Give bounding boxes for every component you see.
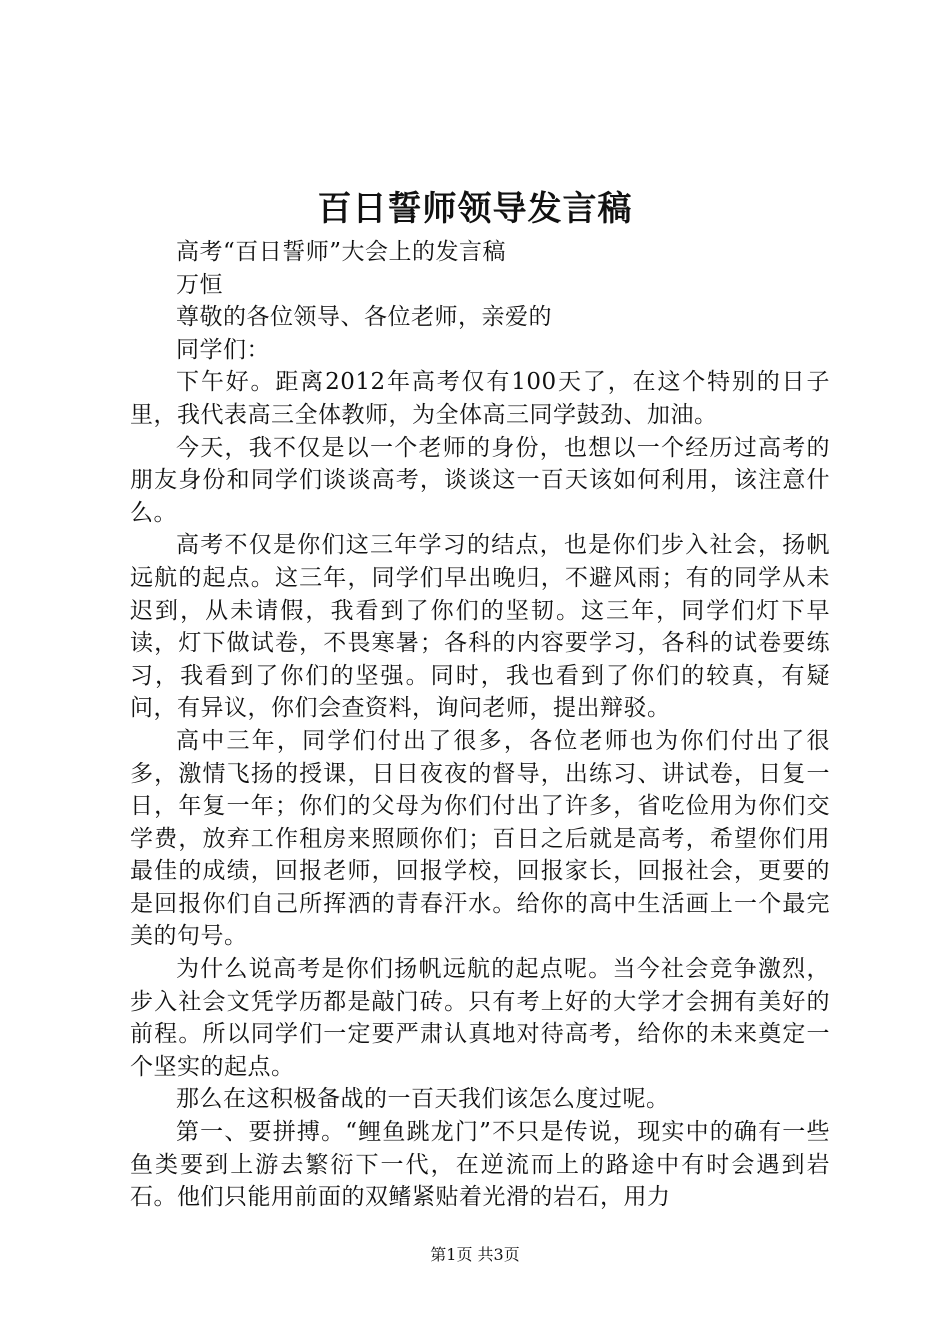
paragraph: 那么在这积极备战的一百天我们该怎么度过呢。 (176, 1086, 670, 1113)
paragraph: 尊敬的各位领导、各位老师，亲爱的 (176, 304, 552, 331)
paragraph: 高考“百日誓师”大会上的发言稿 (176, 239, 507, 265)
paragraph: 高考不仅是你们这三年学习的结点，也是你们步入社会，扬帆远航的起点。这三年，同学们早出晚归，不避风雨；有的同学从未迟到，从未请假，我看到了你们的坚韧。这三年，同学们灯下早读，灯下做试卷，不畏寒暑；各科的内容要学习，各科的试卷要练习，我看到了你们的坚强。同时，我也看到了你们的较真，有疑问，有异议，你们会查资料，询问老师，提出辩驳。 (130, 532, 830, 722)
paragraph: 万恒 (176, 271, 223, 298)
paragraph: 今天，我不仅是以一个老师的身份，也想以一个经历过高考的朋友身份和同学们谈谈高考，谈谈这一百天该如何利用，该注意什么。 (130, 434, 830, 526)
paragraph: 第一、要拼搏。“鲤鱼跳龙门”不只是传说，现实中的确有一些鱼类要到上游去繁衍下一代，在逆流而上的路途中有时会遇到岩石。他们只能用前面的双鳍紧贴着光滑的岩石，用力 (130, 1119, 830, 1211)
paragraph: 同学们： (176, 336, 270, 363)
document-body (130, 236, 830, 1214)
page-footer: 第1页 共3页 (430, 1245, 520, 1264)
document-title: 百日誓师领导发言稿 (317, 189, 633, 229)
paragraph: 下午好。距离2012年高考仅有100天了，在这个特别的日子里，我代表高三全体教师，为全体高三同学鼓劲、加油。 (130, 369, 830, 428)
paragraph: 高中三年，同学们付出了很多，各位老师也为你们付出了很多，激情飞扬的授课，日日夜夜的督导，出练习、讲试卷，日复一日，年复一年；你们的父母为你们付出了许多，省吃俭用为你们交学费，放弃工作租房来照顾你们；百日之后就是高考，希望你们用最佳的成绩，回报老师，回报学校，回报家长，回报社会，更要的是回报你们自己所挥洒的青春汗水。给你的高中生活画上一个最完美的句号。 (130, 727, 830, 950)
paragraph: 为什么说高考是你们扬帆远航的起点呢。当今社会竞争激烈，步入社会文凭学历都是敲门砖。只有考上好的大学才会拥有美好的前程。所以同学们一定要严肃认真地对待高考，给你的未来奠定一个坚实的起点。 (130, 956, 830, 1080)
